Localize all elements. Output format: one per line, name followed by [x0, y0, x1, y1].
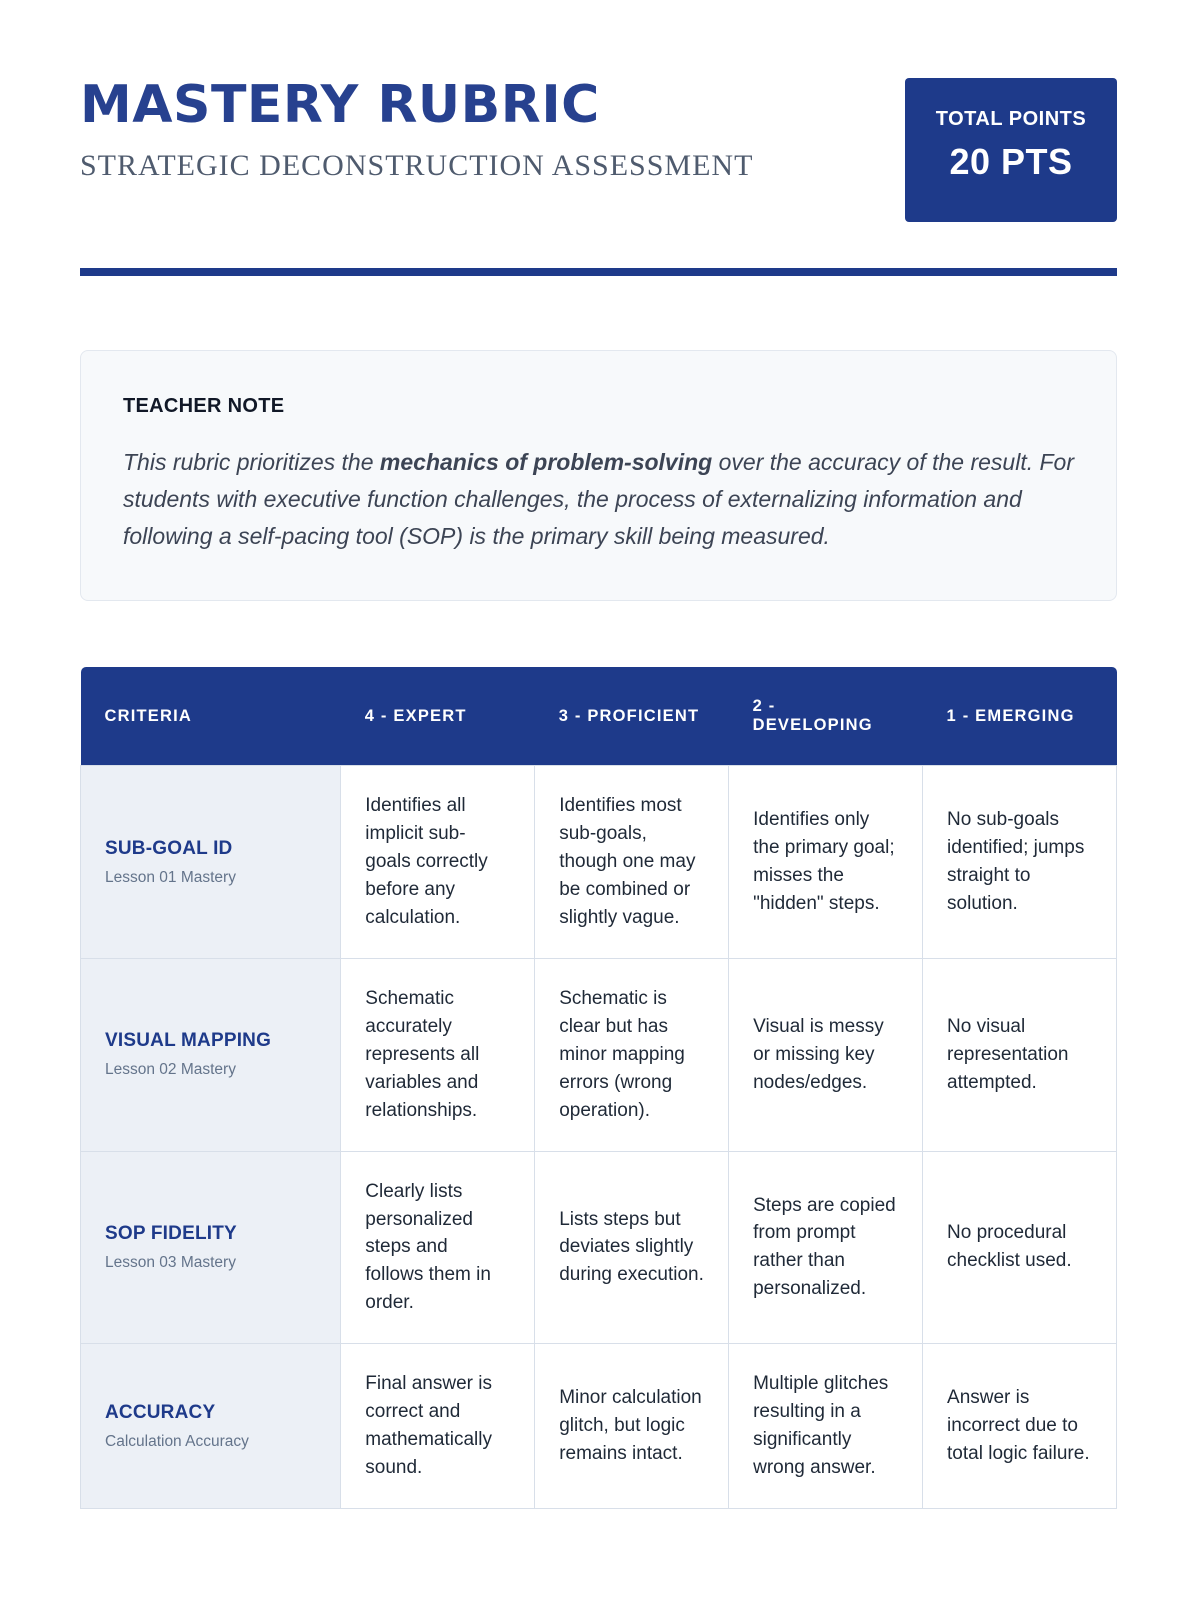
criteria-cell	[81, 959, 341, 1152]
total-points-value: 20 PTS	[949, 141, 1073, 182]
criterion-subtitle: Calculation Accuracy	[105, 1432, 249, 1450]
criteria-cell	[81, 766, 341, 959]
criterion-title: ACCURACY	[105, 1401, 216, 1423]
column-header-developing: 2 - DEVELOPING	[729, 667, 923, 766]
rubric-cell-developing: Identifies only the primary goal; misses the "hidden" steps.	[729, 766, 923, 959]
criterion-title: VISUAL MAPPING	[105, 1030, 272, 1052]
total-points-box	[905, 78, 1117, 222]
rubric-cell-expert: Schematic accurately represents all variables and relationships.	[341, 959, 535, 1152]
note-text-suffix: over the accuracy of the result. For students with executive function challenges, the process of externalizing information and following a self-pacing tool (SOP) is the primary skill being measured.	[123, 449, 1074, 549]
table-row	[81, 766, 1117, 959]
criterion-title: SUB-GOAL ID	[105, 837, 233, 859]
column-header-emerging: 1 - EMERGING	[923, 667, 1117, 766]
rubric-cell-proficient: Minor calculation glitch, but logic remains intact.	[535, 1344, 729, 1509]
rubric-cell-emerging: No visual representation attempted.	[923, 959, 1117, 1152]
page-title: MASTERY RUBRIC	[80, 75, 600, 135]
rubric-cell-emerging: No sub-goals identified; jumps straight to solution.	[923, 766, 1117, 959]
criterion-subtitle: Lesson 02 Mastery	[105, 1061, 236, 1079]
rubric-cell-emerging: Answer is incorrect due to total logic failure.	[923, 1344, 1117, 1509]
teacher-note-panel	[80, 350, 1117, 601]
header-divider	[80, 268, 1117, 276]
column-header-criteria: CRITERIA	[81, 667, 341, 766]
note-text-bold: mechanics of problem-solving	[379, 449, 713, 475]
header-titles	[80, 75, 754, 183]
table-row	[81, 1344, 1117, 1509]
criteria-cell	[81, 1344, 341, 1509]
rubric-table	[80, 667, 1117, 1509]
criterion-subtitle: Lesson 03 Mastery	[105, 1253, 236, 1271]
rubric-cell-expert: Clearly lists personalized steps and follows them in order.	[341, 1151, 535, 1344]
total-points-label: TOTAL POINTS	[935, 108, 1087, 130]
note-text-prefix: This rubric prioritizes the	[123, 449, 380, 475]
page-header	[80, 75, 1117, 222]
criteria-cell	[81, 1151, 341, 1344]
criterion-title: SOP FIDELITY	[105, 1222, 237, 1244]
rubric-table-header	[81, 667, 1117, 766]
header-row	[81, 667, 1117, 766]
teacher-note-title: TEACHER NOTE	[123, 395, 285, 417]
rubric-cell-developing: Steps are copied from prompt rather than personalized.	[729, 1151, 923, 1344]
teacher-note-body	[123, 444, 1074, 554]
rubric-cell-proficient: Identifies most sub-goals, though one may be combined or slightly vague.	[535, 766, 729, 959]
table-row	[81, 1151, 1117, 1344]
rubric-cell-expert: Identifies all implicit sub-goals correctly before any calculation.	[341, 766, 535, 959]
column-header-proficient: 3 - PROFICIENT	[535, 667, 729, 766]
rubric-cell-developing: Multiple glitches resulting in a significantly wrong answer.	[729, 1344, 923, 1509]
rubric-cell-developing: Visual is messy or missing key nodes/edges.	[729, 959, 923, 1152]
rubric-cell-emerging: No procedural checklist used.	[923, 1151, 1117, 1344]
rubric-table-body	[81, 766, 1117, 1509]
table-row	[81, 959, 1117, 1152]
rubric-cell-expert: Final answer is correct and mathematically sound.	[341, 1344, 535, 1509]
criterion-subtitle: Lesson 01 Mastery	[105, 868, 236, 886]
page-subtitle: STRATEGIC DECONSTRUCTION ASSESSMENT	[80, 148, 754, 182]
rubric-cell-proficient: Lists steps but deviates slightly during execution.	[535, 1151, 729, 1344]
rubric-cell-proficient: Schematic is clear but has minor mapping errors (wrong operation).	[535, 959, 729, 1152]
column-header-expert: 4 - EXPERT	[341, 667, 535, 766]
